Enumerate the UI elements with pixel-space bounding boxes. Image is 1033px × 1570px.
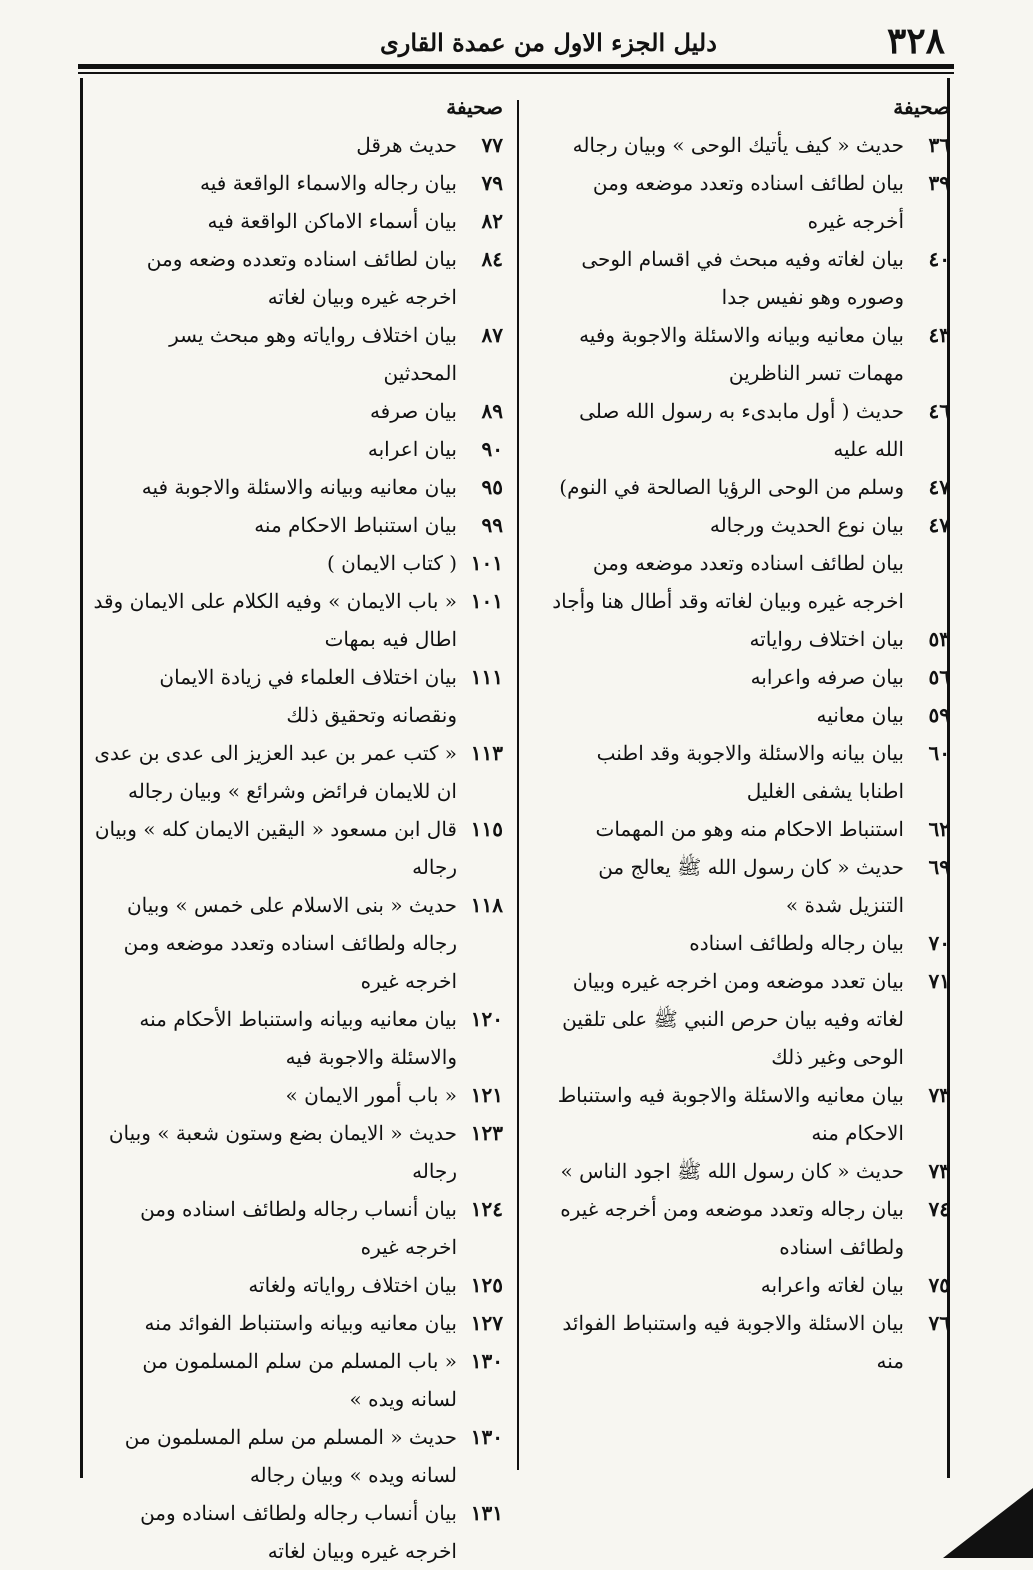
- page-ref-number: ٤٠: [928, 247, 950, 271]
- entry-text: بيان معانيه وبيانه واستنباط الفوائد منه: [144, 1311, 457, 1335]
- index-entry: [93, 202, 503, 240]
- entry-text: بيان معانيه وبيانه والاسئلة والاجوبة وفيه مهمات تسر الناظرين: [579, 323, 904, 385]
- index-entry: [93, 1304, 503, 1342]
- index-entry: [93, 1418, 503, 1494]
- page-header: [80, 20, 945, 66]
- index-entry: [93, 734, 503, 810]
- page-ref-number: ٧٣: [928, 1159, 950, 1183]
- page-ref-number: ١٠١: [470, 551, 503, 575]
- entry-text: وسلم من الوحى الرؤيا الصالحة في النوم): [559, 475, 904, 499]
- entry-text: قال ابن مسعود « اليقين الايمان كله » وبيان رجاله: [94, 817, 457, 879]
- index-entry: [552, 962, 950, 1076]
- page-ref-number: ٧٧: [481, 133, 503, 157]
- index-entry: [93, 164, 503, 202]
- page-ref-number: ٨٤: [481, 247, 503, 271]
- left-column: [93, 88, 503, 1570]
- entry-text: « باب المسلم من سلم المسلمون من لسانه ويده »: [142, 1349, 457, 1411]
- entry-text: بيان الاسئلة والاجوبة فيه واستنباط الفوائد منه: [562, 1311, 904, 1373]
- page-ref-number: ١٢٠: [470, 1007, 503, 1031]
- page-ref-number: ١٢١: [470, 1083, 503, 1107]
- entry-text: بيان اختلاف رواياته: [749, 627, 904, 651]
- column-heading: صحيفة: [893, 95, 950, 119]
- index-entry: [552, 506, 950, 544]
- index-entry: [93, 1190, 503, 1266]
- page-ref-number: ٧٣: [928, 1083, 950, 1107]
- column-heading: صحيفة: [446, 95, 503, 119]
- entry-text: حديث « كان رسول الله ﷺ يعالج من التنزيل شدة »: [598, 855, 904, 917]
- index-entry: [93, 126, 503, 164]
- index-entry: [552, 848, 950, 924]
- page-ref-number: ١٢٥: [470, 1273, 503, 1297]
- page-ref-number: ١٠١: [470, 589, 503, 613]
- page-ref-number: ١٣٠: [470, 1349, 503, 1373]
- page-ref-number: ١٢٣: [470, 1121, 503, 1145]
- index-entry: [552, 620, 950, 658]
- page-ref-number: ٧٥: [928, 1273, 950, 1297]
- entry-text: بيان معانيه: [816, 703, 904, 727]
- header-rule: [78, 64, 954, 69]
- index-entry: [93, 468, 503, 506]
- column-divider: [517, 100, 519, 1470]
- entry-text: بيان صرفه واعرابه: [750, 665, 904, 689]
- page-ref-number: ٧٩: [481, 171, 503, 195]
- index-entry: [93, 240, 503, 316]
- entry-text: بيان رجاله وتعدد موضعه ومن أخرجه غيره ولطائف اسناده: [560, 1197, 904, 1259]
- entry-text: بيان رجاله والاسماء الواقعة فيه: [200, 171, 457, 195]
- entry-text: بيان لطائف اسناده وتعدد موضعه ومن أخرجه غيره: [592, 171, 904, 233]
- index-entry: [552, 1266, 950, 1304]
- index-entry: [552, 658, 950, 696]
- index-list: [93, 126, 503, 1570]
- index-entry: [552, 316, 950, 392]
- entry-text: بيان استنباط الاحكام منه: [254, 513, 457, 537]
- entry-text: بيان اختلاف رواياته وهو مبحث يسر المحدثين: [169, 323, 457, 385]
- index-entry: [93, 1000, 503, 1076]
- index-entry: [552, 544, 950, 620]
- page-ref-number: ٧٠: [928, 931, 950, 955]
- entry-text: بيان اعرابه: [367, 437, 457, 461]
- index-entry: [93, 582, 503, 658]
- entry-text: حديث « الايمان بضع وستون شعبة » وبيان رجاله: [108, 1121, 457, 1183]
- page-ref-number: ٩٥: [481, 475, 503, 499]
- page-ref-number: ٧٦: [928, 1311, 950, 1335]
- page-ref-number: ٥٩: [928, 703, 950, 727]
- entry-text: بيان معانيه والاسئلة والاجوبة فيه واستنباط الاحكام منه: [557, 1083, 904, 1145]
- entry-text: « باب الايمان » وفيه الكلام على الايمان وقد اطال فيه بمهات: [93, 589, 457, 651]
- index-entry: [93, 430, 503, 468]
- index-entry: [552, 734, 950, 810]
- page-ref-number: ٥٣: [928, 627, 950, 651]
- page-ref-number: ٧٤: [928, 1197, 950, 1221]
- index-entry: [552, 696, 950, 734]
- entry-text: « باب أمور الايمان »: [285, 1083, 457, 1107]
- page-ref-number: ٤٦: [928, 399, 950, 423]
- entry-text: بيان رجاله ولطائف اسناده: [689, 931, 904, 955]
- entry-text: ( كتاب الايمان ): [326, 551, 457, 575]
- page-ref-number: ٨٢: [481, 209, 503, 233]
- page-ref-number: ٧١: [928, 969, 950, 993]
- right-column: [552, 88, 950, 1380]
- index-entry: [93, 1494, 503, 1570]
- index-entry: [552, 1190, 950, 1266]
- index-entry: [552, 468, 950, 506]
- index-entry: [552, 164, 950, 240]
- entry-text: بيان لغاته وفيه مبحث في اقسام الوحى وصوره وهو نفيس جدا: [581, 247, 904, 309]
- page-ref-number: ١٢٧: [470, 1311, 503, 1335]
- entry-text: استنباط الاحكام منه وهو من المهمات: [595, 817, 904, 841]
- index-entry: [552, 126, 950, 164]
- index-entry: [93, 658, 503, 734]
- page-ref-number: ١١٨: [470, 893, 503, 917]
- page-number: ٣٢٨: [886, 20, 945, 62]
- entry-text: بيان اختلاف رواياته ولغاته: [248, 1273, 457, 1297]
- entry-text: بيان معانيه وبيانه واستنباط الأحكام منه والاسئلة والاجوبة فيه: [139, 1007, 457, 1069]
- index-entry: [93, 886, 503, 1000]
- entry-text: بيان لغاته واعرابه: [760, 1273, 904, 1297]
- index-entry: [552, 1304, 950, 1380]
- index-list: [552, 126, 950, 1380]
- entry-text: « كتب عمر بن عبد العزيز الى عدى بن عدى ان للايمان فرائض وشرائع » وبيان رجاله: [94, 741, 457, 803]
- entry-text: بيان معانيه وبيانه والاسئلة والاجوبة فيه: [141, 475, 457, 499]
- index-entry: [552, 1152, 950, 1190]
- page-ref-number: ٩٠: [481, 437, 503, 461]
- entry-text: بيان نوع الحديث ورجاله: [709, 513, 904, 537]
- page-corner-shadow: [943, 1488, 1033, 1558]
- index-entry: [93, 1266, 503, 1304]
- page-title: دليل الجزء الاول من عمدة القارى: [380, 28, 717, 57]
- page-ref-number: ١٣٠: [470, 1425, 503, 1449]
- page-ref-number: ٦٢: [928, 817, 950, 841]
- page-ref-number: ٥٦: [928, 665, 950, 689]
- page-ref-number: ١١٥: [470, 817, 503, 841]
- entry-text: بيان اختلاف العلماء في زيادة الايمان ونقصانه وتحقيق ذلك: [159, 665, 457, 727]
- entry-text: بيان تعدد موضعه ومن اخرجه غيره وبيان لغاته وفيه بيان حرص النبي ﷺ على تلقين الوحى وغير ذلك: [562, 969, 904, 1069]
- entry-text: بيان بيانه والاسئلة والاجوبة وقد اطنب اطنابا يشفى الغليل: [596, 741, 904, 803]
- index-entry: [552, 924, 950, 962]
- index-entry: [552, 392, 950, 468]
- entry-text: حديث « المسلم من سلم المسلمون من لسانه ويده » وبيان رجاله: [124, 1425, 457, 1487]
- index-entry: [93, 316, 503, 392]
- page-ref-number: ٨٩: [481, 399, 503, 423]
- index-entry: [93, 810, 503, 886]
- index-entry: [93, 1342, 503, 1418]
- entry-text: حديث « بنى الاسلام على خمس » وبيان رجاله ولطائف اسناده وتعدد موضعه ومن اخرجه غيره: [123, 893, 457, 993]
- page-ref-number: ٤٧: [928, 513, 950, 537]
- index-entry: [552, 1076, 950, 1152]
- entry-text: بيان لطائف اسناده وتعدد موضعه ومن اخرجه غيره وبيان لغاته وقد أطال هنا وأجاد: [552, 551, 904, 613]
- index-entry: [93, 1114, 503, 1190]
- entry-text: حديث « كان رسول الله ﷺ اجود الناس »: [560, 1159, 904, 1183]
- index-entry: [93, 506, 503, 544]
- entry-text: بيان أنساب رجاله ولطائف اسناده ومن اخرجه غيره: [140, 1197, 457, 1259]
- entry-text: بيان صرفه: [369, 399, 457, 423]
- page-ref-number: ١١٣: [470, 741, 503, 765]
- header-rule-thin: [78, 72, 954, 74]
- page-ref-number: ٣٩: [928, 171, 950, 195]
- entry-text: بيان أسماء الاماكن الواقعة فيه: [207, 209, 457, 233]
- index-entry: [552, 240, 950, 316]
- page-ref-number: ٣٦: [928, 133, 950, 157]
- entry-text: بيان أنساب رجاله ولطائف اسناده ومن اخرجه غيره وبيان لغاته: [140, 1501, 457, 1563]
- page-ref-number: ٦٩: [928, 855, 950, 879]
- entry-text: حديث ( أول مابدىء به رسول الله صلى الله عليه: [579, 399, 904, 461]
- index-entry: [93, 544, 503, 582]
- entry-text: حديث هرقل: [356, 133, 457, 157]
- index-entry: [93, 392, 503, 430]
- page-ref-number: ١٣١: [470, 1501, 503, 1525]
- index-entry: [552, 810, 950, 848]
- page-ref-number: ٨٧: [481, 323, 503, 347]
- index-entry: [93, 1076, 503, 1114]
- entry-text: حديث « كيف يأتيك الوحى » وبيان رجاله: [572, 133, 904, 157]
- page-ref-number: ٩٩: [481, 513, 503, 537]
- page-ref-number: ١٢٤: [470, 1197, 503, 1221]
- page-ref-number: ١١١: [470, 665, 503, 689]
- page-ref-number: ٤٧: [928, 475, 950, 499]
- page-ref-number: ٦٠: [928, 741, 950, 765]
- entry-text: بيان لطائف اسناده وتعدده وضعه ومن اخرجه غيره وبيان لغاته: [146, 247, 457, 309]
- page-ref-number: ٤٣: [928, 323, 950, 347]
